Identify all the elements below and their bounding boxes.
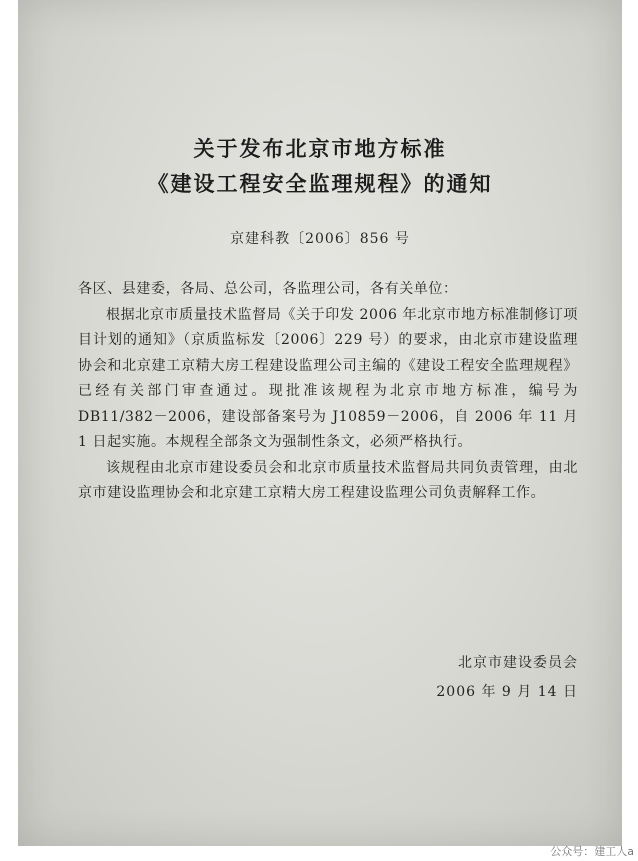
- watermark: 公众号：建工人a: [550, 845, 634, 858]
- document-photo: [18, 0, 622, 846]
- notice-title-line1: 关于发布北京市地方标准: [193, 137, 447, 161]
- signature-date: 2006 年 9 月 14 日: [436, 684, 578, 700]
- addressee: 各区、县建委，各局、总公司，各监理公司，各有关单位：: [78, 281, 458, 297]
- signature-organization: 北京市建设委员会: [458, 655, 578, 671]
- notice-body: [78, 277, 578, 507]
- paragraph-2: 该规程由北京市建设委员会和北京市质量技术监督局共同负责管理，由北京市建设监理协会和北京建工京精大房工程建设监理公司负责解释工作。: [78, 459, 578, 501]
- notice-title-line2: 《建设工程安全监理规程》的通知: [147, 172, 493, 196]
- paragraph-1: 根据北京市质量技术监督局《关于印发 2006 年北京市地方标准制修订项目计划的通知》（京质监标发〔2006〕229 号）的要求，由北京市建设监理协会和北京建工京精大房工程建设监理公司主编的《建设工程安全监理规程》已经有关部门审查通过。现批准该规程为北京市地方标准，编号为 DB11/382－2006，建设部备案号为 J10859－2006，自 2006 年 11 月 1 日起实施。本规程全部条文为强制性条文，必须严格执行。: [78, 306, 578, 450]
- document-number: 京建科教〔2006〕856 号: [230, 231, 410, 247]
